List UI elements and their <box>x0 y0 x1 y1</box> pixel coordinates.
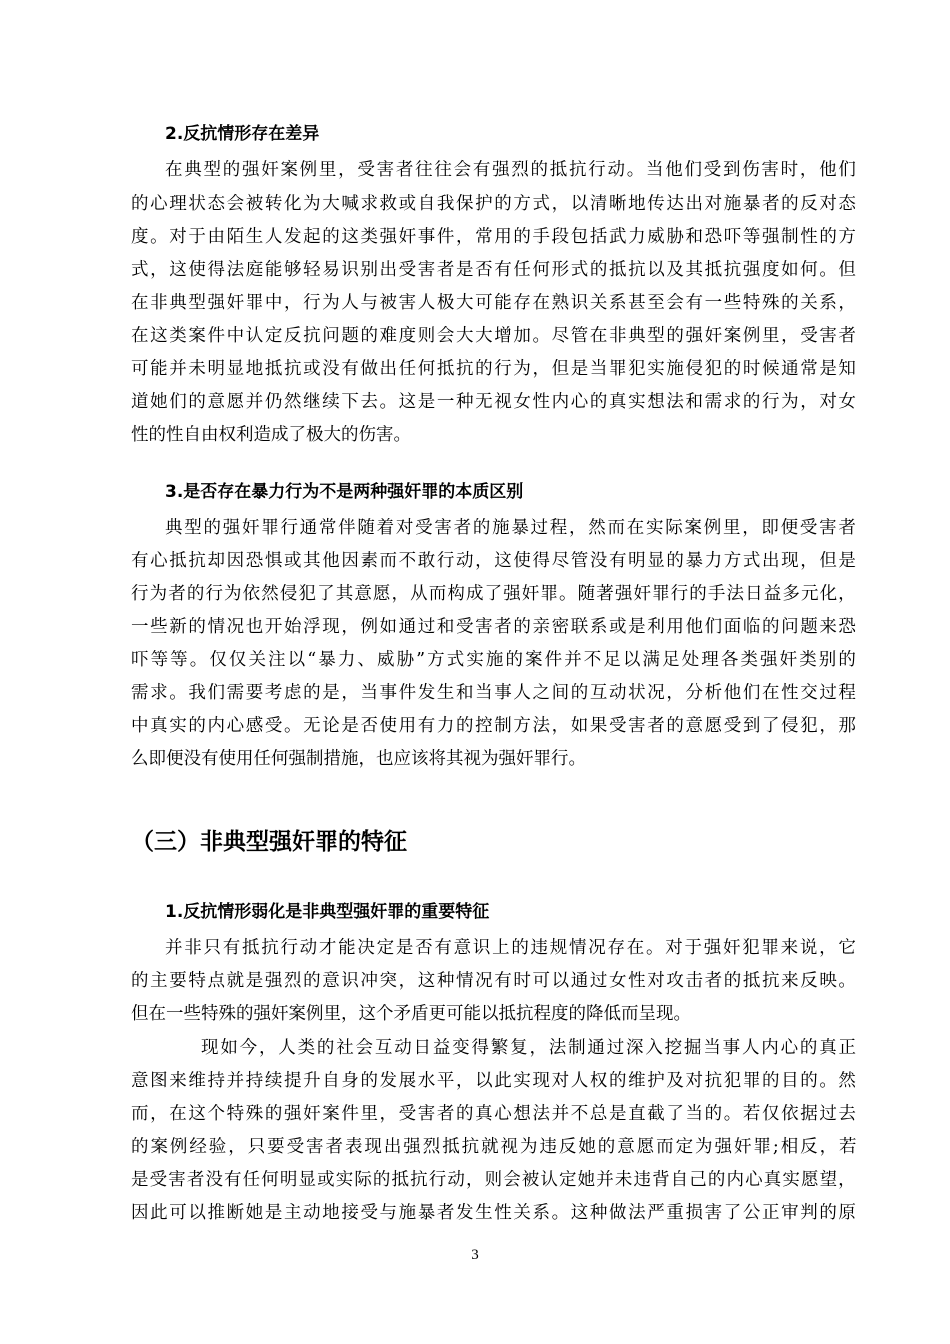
section-heading: 3.是否存在暴力行为不是两种强奸罪的本质区别 <box>165 482 524 502</box>
text-line: 的案例经验，只要受害者表现出强烈抵抗就视为违反她的意愿而定为强奸罪;相反，若 <box>131 1137 859 1157</box>
text-line: 的主要特点就是强烈的意识冲突，这种情况有时可以通过女性对攻击者的抵抗来反映。 <box>131 971 858 991</box>
text-line: 现如今，人类的社会互动日益变得繁复，法制通过深入挖掘当事人内心的真正 <box>201 1038 858 1058</box>
text-line: 意图来维持并持续提升自身的发展水平，以此实现对人权的维护及对抗犯罪的目的。然 <box>131 1071 858 1091</box>
text-line: 需求。我们需要考虑的是，当事件发生和当事人之间的互动状况，分析他们在性交过程 <box>131 683 858 703</box>
text-line: 在非典型强奸罪中，行为人与被害人极大可能存在熟识关系甚至会有一些特殊的关系， <box>131 293 858 313</box>
text-line: 道她们的意愿并仍然继续下去。这是一种无视女性内心的真实想法和需求的行为，对女 <box>131 392 858 412</box>
text-line: 度。对于由陌生人发起的这类强奸事件，常用的手段包括武力威胁和恐吓等强制性的方 <box>131 227 858 247</box>
text-line: 性的性自由权利造成了极大的伤害。 <box>131 425 411 445</box>
text-line: 而，在这个特殊的强奸案件里，受害者的真心想法并不总是直截了当的。若仅依据过去 <box>131 1104 858 1124</box>
section-heading: 2.反抗情形存在差异 <box>165 124 320 144</box>
text-line: 可能并未明显地抵抗或没有做出任何抵抗的行为，但是当罪犯实施侵犯的时候通常是知 <box>131 359 858 379</box>
text-line: 典型的强奸罪行通常伴随着对受害者的施暴过程，然而在实际案例里，即便受害者 <box>165 518 858 538</box>
text-line: 但在一些特殊的强奸案例里，这个矛盾更可能以抵抗程度的降低而呈现。 <box>131 1004 691 1024</box>
page-number: 3 <box>471 1247 479 1263</box>
text-line: 吓等等。仅仅关注以“暴力、威胁”方式实施的案件并不足以满足处理各类强奸类别的 <box>131 650 858 670</box>
text-line: 行为者的行为依然侵犯了其意愿，从而构成了强奸罪。随著强奸罪行的手法日益多元化， <box>131 584 857 604</box>
text-line: 并非只有抵抗行动才能决定是否有意识上的违规情况存在。对于强奸犯罪来说，它 <box>165 938 858 958</box>
text-line: 有心抵抗却因恐惧或其他因素而不敢行动，这使得尽管没有明显的暴力方式出现，但是 <box>131 551 858 571</box>
text-line: 式，这使得法庭能够轻易识别出受害者是否有任何形式的抵抗以及其抵抗强度如何。但 <box>131 260 858 280</box>
text-line: 在这类案件中认定反抗问题的难度则会大大增加。尽管在非典型的强奸案例里，受害者 <box>131 326 858 346</box>
text-line: 一些新的情况也开始浮现，例如通过和受害者的亲密联系或是利用他们面临的问题来恐 <box>131 617 858 637</box>
text-line: 因此可以推断她是主动地接受与施暴者发生性关系。这种做法严重损害了公正审判的原 <box>131 1203 858 1223</box>
text-line: 中真实的内心感受。无论是否使用有力的控制方法，如果受害者的意愿受到了侵犯，那 <box>131 716 858 736</box>
section-heading: 1.反抗情形弱化是非典型强奸罪的重要特征 <box>165 902 490 922</box>
text-line: 是受害者没有任何明显或实际的抵抗行动，则会被认定她并未违背自己的内心真实愿望， <box>131 1170 857 1190</box>
text-line: 么即便没有使用任何强制措施，也应该将其视为强奸罪行。 <box>131 749 586 769</box>
chapter-heading: （三）非典型强奸罪的特征 <box>131 829 407 855</box>
text-line: 在典型的强奸案例里，受害者往往会有强烈的抵抗行动。当他们受到伤害时，他们 <box>165 160 858 180</box>
text-line: 的心理状态会被转化为大喊求救或自我保护的方式，以清晰地传达出对施暴者的反对态 <box>131 194 858 214</box>
